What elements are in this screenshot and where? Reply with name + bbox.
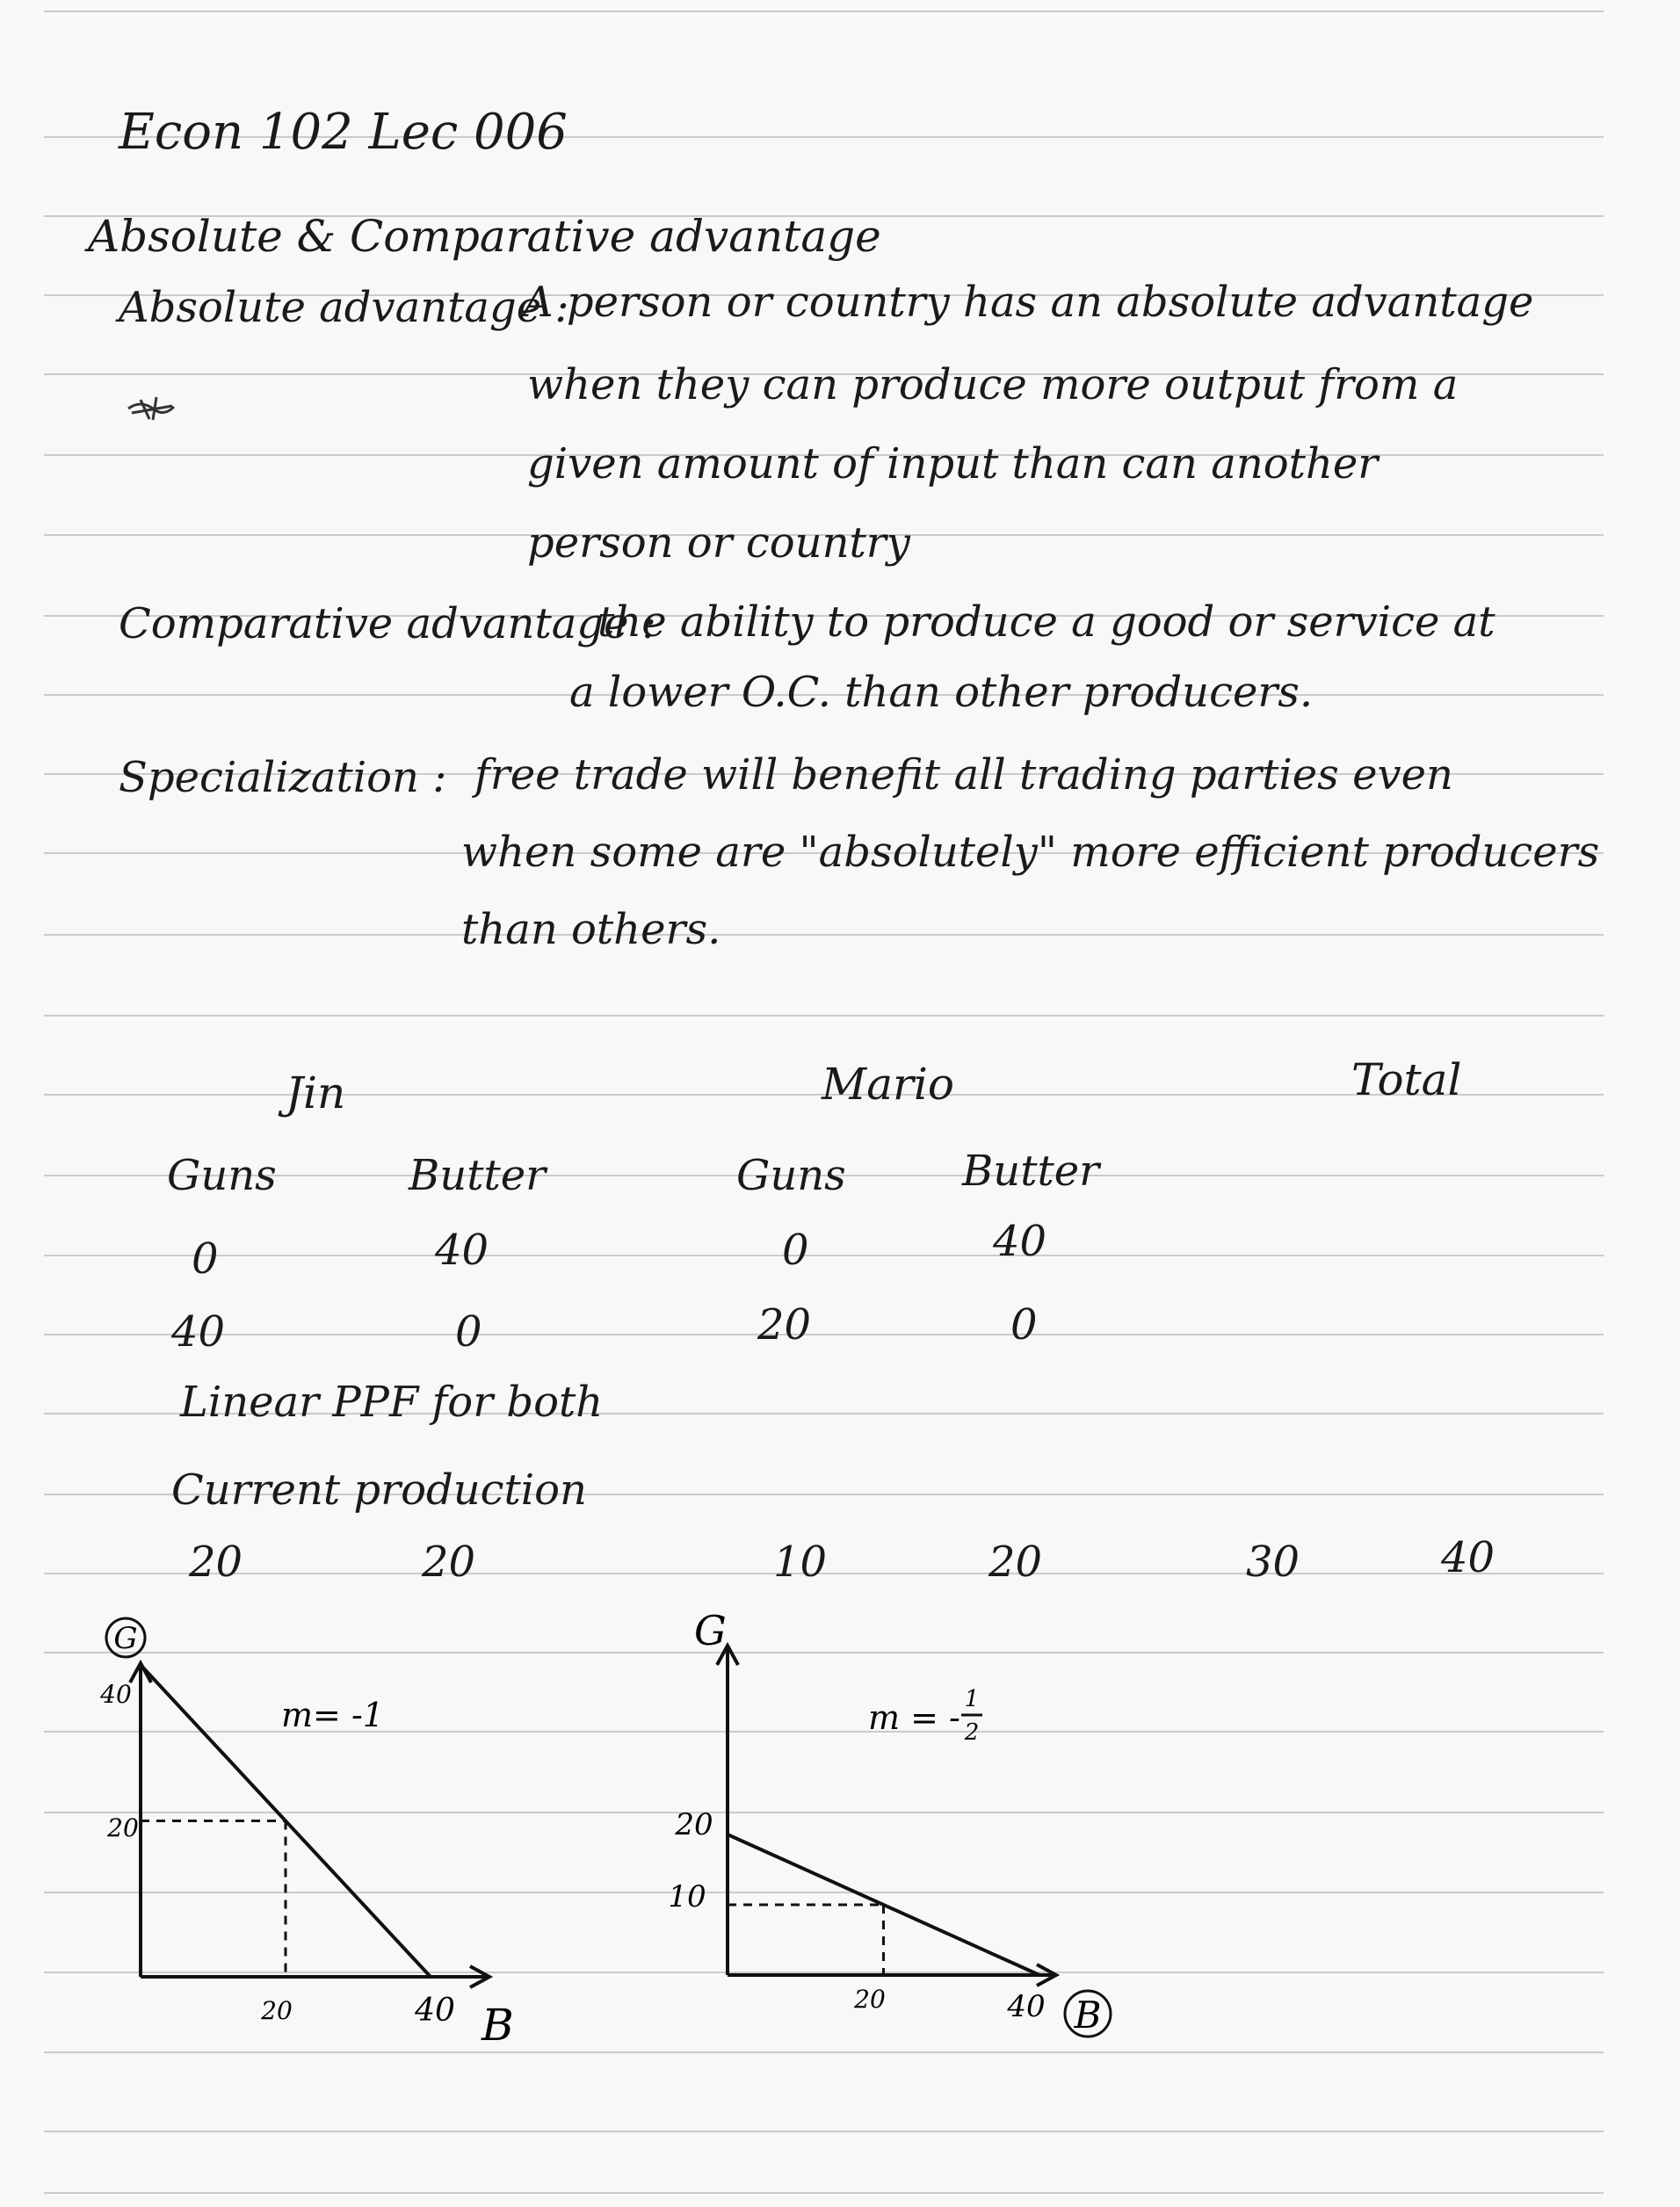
- y-tick-label: 40: [100, 1680, 132, 1709]
- slope-label: m = -: [868, 1698, 960, 1737]
- table-cell: 40: [993, 1217, 1047, 1266]
- note-current-production: Current production: [171, 1465, 587, 1515]
- definition-line: given amount of input than can another: [527, 439, 1379, 488]
- table-cell: 40: [171, 1307, 226, 1357]
- x-tick-label: 40: [1007, 1989, 1046, 2024]
- page-title: Econ 102 Lec 006: [119, 104, 568, 161]
- table-cell: 0: [455, 1307, 482, 1357]
- table-cell: 0: [1010, 1300, 1038, 1350]
- slope-fraction-denominator: 2: [964, 1719, 980, 1746]
- definition-line: the ability to produce a good or service at: [597, 597, 1495, 647]
- y-tick-label: 20: [107, 1813, 139, 1842]
- y-tick-label: 20: [675, 1807, 713, 1842]
- group-total: Total: [1351, 1054, 1462, 1105]
- definition-line: when some are "absolutely" more efficient producers: [461, 828, 1600, 877]
- group-jin: Jin: [286, 1067, 346, 1118]
- header-jin-butter: Butter: [409, 1151, 547, 1200]
- definition-line: a lower O.C. than other producers.: [569, 668, 1314, 717]
- definition-line: when they can produce more output from a: [527, 360, 1459, 409]
- x-tick-label: 40: [415, 1993, 455, 2029]
- definition-line: person or country: [527, 518, 910, 568]
- header-jin-guns: Guns: [167, 1151, 277, 1200]
- table-cell: 0: [782, 1226, 809, 1275]
- current-mario-butter: 20: [988, 1538, 1043, 1587]
- definition-line: A person or country has an absolute advantage: [523, 278, 1534, 327]
- term-specialization: Specialization :: [119, 753, 447, 802]
- header-mario-guns: Guns: [736, 1151, 846, 1200]
- current-total-guns: 30: [1246, 1538, 1300, 1587]
- slope-fraction-numerator: 1: [964, 1686, 980, 1712]
- y-tick-label: 10: [668, 1879, 706, 1914]
- y-axis-label: G: [113, 1621, 138, 1656]
- definition-line: than others.: [461, 905, 721, 954]
- note-linear-ppf: Linear PPF for both: [180, 1378, 604, 1427]
- definition-line: free trade will benefit all trading parties even: [474, 750, 1453, 800]
- slope-label: m= -1: [281, 1696, 384, 1734]
- current-jin-guns: 20: [189, 1538, 243, 1587]
- x-axis-label: B: [482, 2000, 514, 2051]
- table-cell: 40: [435, 1226, 489, 1275]
- x-axis-label: B: [1074, 1994, 1102, 2037]
- table-cell: 20: [757, 1300, 812, 1350]
- header-mario-butter: Butter: [962, 1147, 1100, 1196]
- x-tick-label: 20: [261, 1996, 293, 2025]
- current-mario-guns: 10: [773, 1538, 828, 1587]
- y-axis-label: G: [694, 1607, 727, 1654]
- current-total-butter: 40: [1441, 1533, 1495, 1582]
- term-comparative-advantage: Comparative advantage :: [119, 599, 656, 648]
- section-title: Absolute & Comparative advantage: [88, 211, 881, 262]
- current-jin-butter: 20: [422, 1538, 476, 1587]
- x-tick-label: 20: [854, 1985, 886, 2014]
- term-absolute-advantage: Absolute advantage :: [119, 283, 569, 332]
- table-cell: 0: [192, 1234, 219, 1284]
- group-mario: Mario: [822, 1059, 955, 1110]
